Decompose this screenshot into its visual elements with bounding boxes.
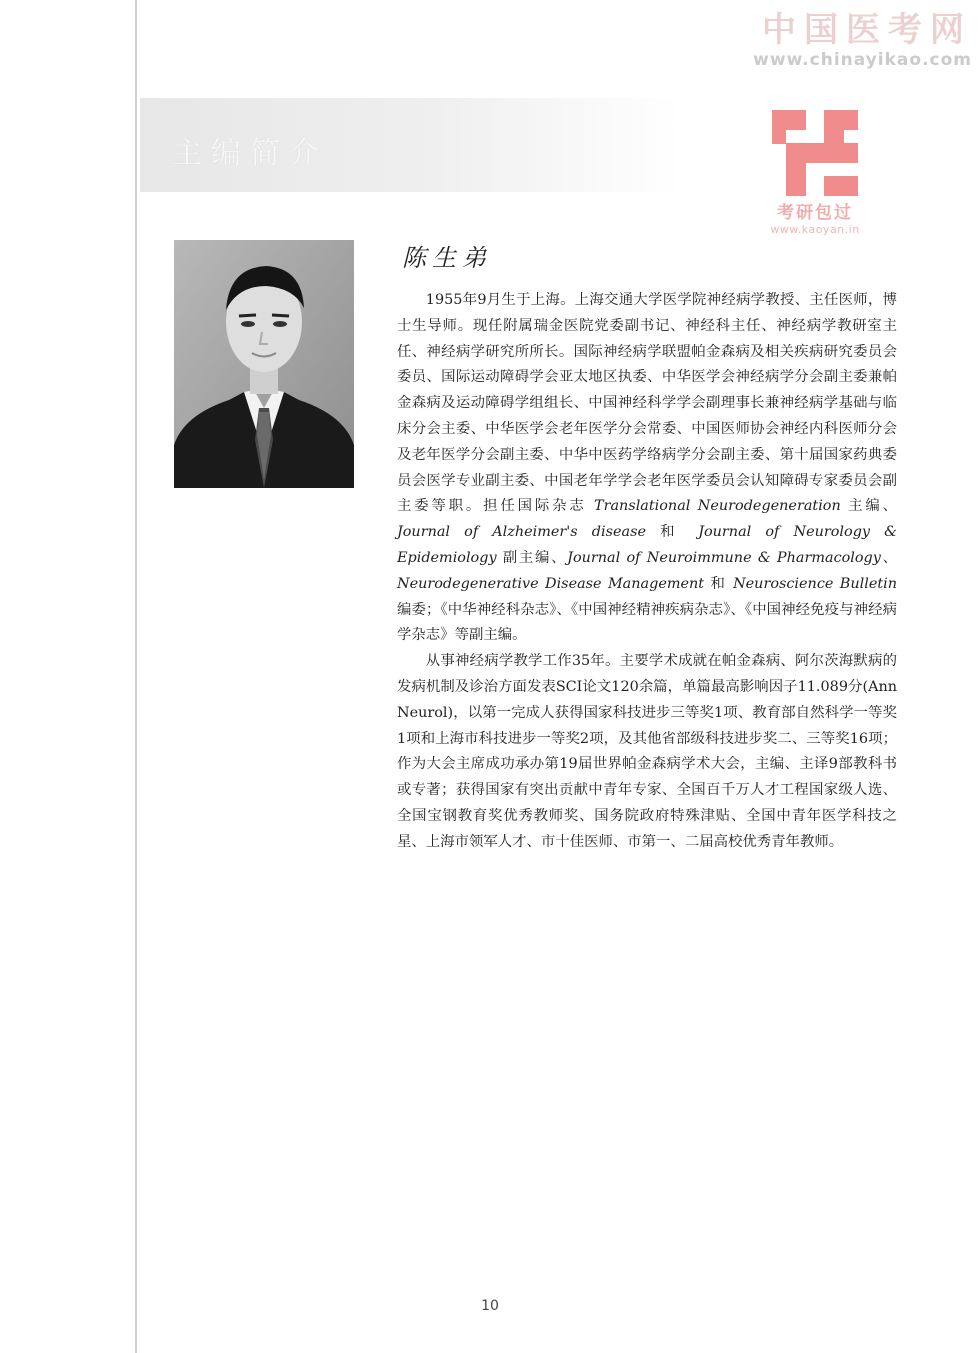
bio-text: 1955年9月生于上海。上海交通大学医学院神经病学教授、主任医师，博士生导师。现任附属瑞金医院党委副书记、神经科主任、神经病学教研室主任、神经病学研究所所长。国际神经病学联盟帕金森病及相关疾病研究委员会委员、国际运动障碍学会亚太地区执委、中华医学会神经病学分会副主委兼帕金森病及运动障碍学组组长、中国神经科学学会副理事长兼神经病学基础与临床分会主委、中华医学会老年医学分会常委、中国医师协会神经内科医师分会及老年医学分会副主委、中华中医药学络病学分会副主委、第十届国家药典委员会医学专业副主委、中国老年学学会老年医学委员会认知障碍专家委员会副主委等职。担任国际杂志 (397, 292, 897, 515)
journal-title: Journal of Neurology & Epidemiology (397, 524, 897, 566)
bio-text: 、 (880, 549, 897, 566)
author-biography (397, 288, 897, 856)
watermark-logo (760, 110, 870, 236)
watermark-logo-text: 考研包过 (777, 203, 853, 223)
bio-paragraph-2: 从事神经病学教学工作35年。主要学术成就在帕金森病、阿尔茨海默病的发病机制及诊治方面发表SCI论文120余篇，单篇最高影响因子11.089分(Ann Neurol)，以第一完成人获得国家科技进步三等奖1项、教育部自然科学一等奖1项和上海市科技进步一等奖2项，及其他省部级科技进步奖二、三等奖16项；作为大会主席成功承办第19届世界帕金森病学术大会，主编、主译9部教科书或专著；获得国家有突出贡献中青年专家、全国百千万人才工程国家级人选、全国宝钢教育奖优秀教师奖、国务院政府特殊津贴、全国中青年医学科技之星、上海市领军人才、市十佳医师、市第一、二届高校优秀青年教师。 (397, 653, 897, 850)
bio-text: 主编、 (840, 498, 898, 515)
journal-title: Neuroscience Bulletin (733, 575, 897, 592)
author-name: 陈生弟 (402, 244, 492, 272)
watermark-site-name: 中国医考网 (762, 10, 972, 50)
watermark-site-url: www.chinayikao.com (753, 50, 972, 70)
watermark-logo-url: www.kaoyan.in (770, 223, 860, 236)
page-spine-line (135, 0, 137, 1353)
watermark-logo-icon (772, 110, 858, 196)
bio-text: 副主编、 (496, 549, 568, 566)
journal-title: Journal of Alzheimer's disease (397, 524, 646, 541)
journal-title: Neurodegenerative Disease Management (397, 575, 705, 592)
journal-title: Journal of Neuroimmune & Pharmacology (567, 549, 881, 566)
author-portrait-photo (174, 240, 354, 488)
bio-text: 编委；《中华神经科杂志》、《中国神经精神疾病杂志》、《中国神经免疫与神经病学杂志》等副主编。 (397, 601, 897, 644)
bio-text: 和 (645, 524, 699, 541)
portrait-photo-image (174, 240, 354, 488)
section-title: 主编简介 (172, 136, 328, 171)
journal-title: Translational Neurodegeneration (593, 498, 841, 515)
bio-paragraph-1 (397, 288, 897, 649)
page-number: 10 (481, 1298, 499, 1314)
watermark-site (753, 10, 972, 70)
bio-text: 和 (704, 575, 734, 592)
